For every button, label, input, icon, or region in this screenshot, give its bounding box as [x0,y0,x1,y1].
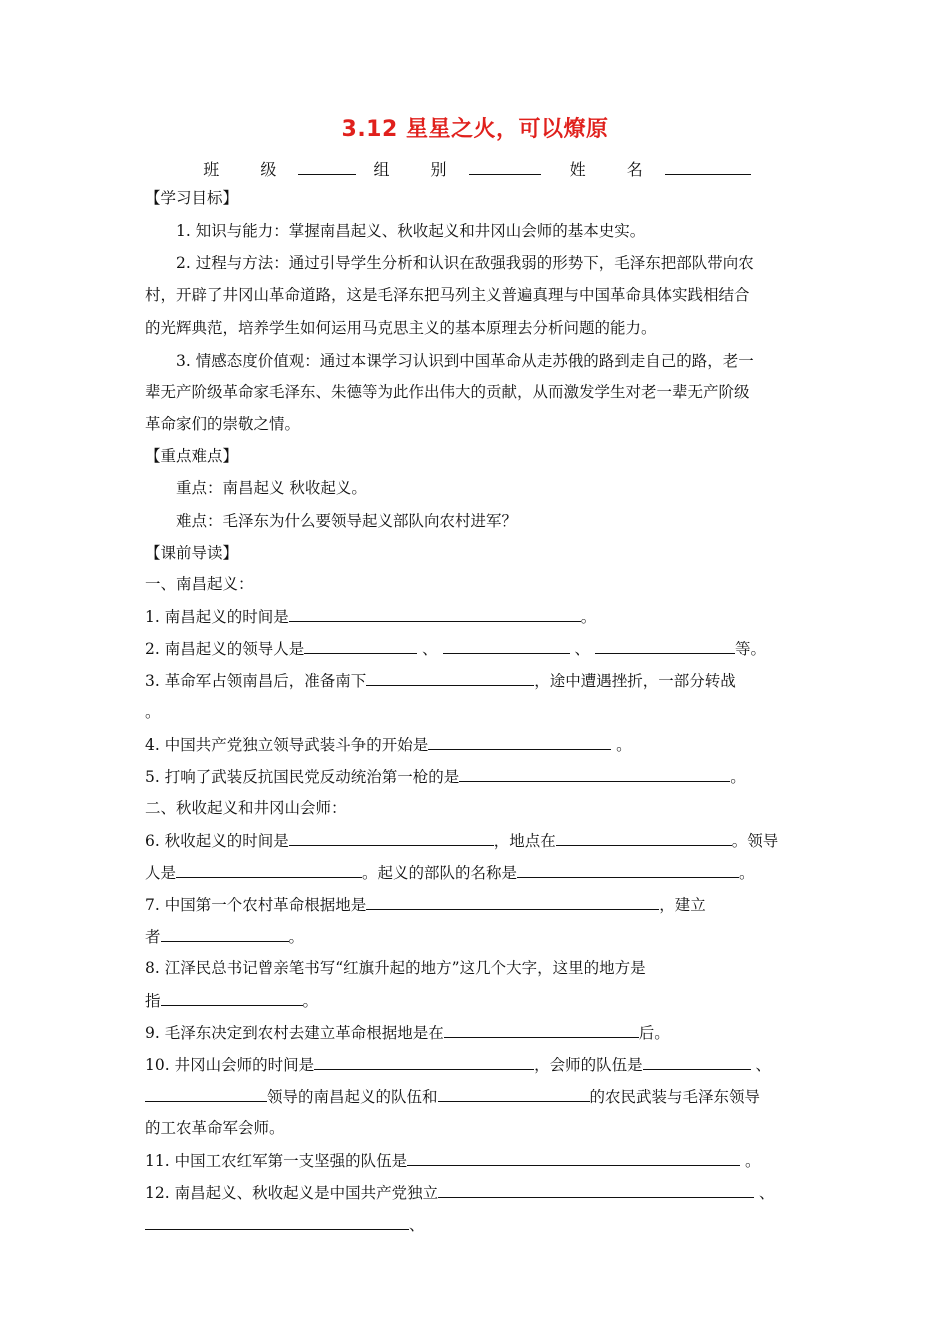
q1-text: 1. 南昌起义的时间是 [145,608,289,626]
q6-blank-leader[interactable] [176,862,362,878]
q2-blank-3[interactable] [595,638,735,654]
objective-1: 1. 知识与能力：掌握南昌起义、秋收起义和井冈山会师的基本史实。 [176,222,646,240]
group-blank[interactable] [469,159,541,175]
q10-blank-leader[interactable] [145,1086,267,1102]
q6-text-4: 人是 [145,864,177,882]
q11-text: 11. 中国工农红军第一支坚强的队伍是 [145,1152,408,1170]
key-difficulty: 难点：毛泽东为什么要领导起义部队向农村进军？ [176,512,518,530]
q10-blank-team-2[interactable] [438,1086,590,1102]
name-blank[interactable] [665,159,751,175]
class-label: 班 级 [203,160,295,179]
q8-blank[interactable] [161,990,303,1006]
q11-end: 。 [745,1152,761,1170]
q12-text: 12. 南昌起义、秋收起义是中国共产党独立 [145,1184,439,1202]
question-7-cont [145,926,810,947]
question-10-cont-2: 的工农革命军会师。 [145,1119,285,1137]
question-5 [145,766,810,787]
question-12-cont [145,1214,810,1235]
name-label: 姓 名 [569,160,661,179]
objective-2-line-1: 2. 过程与方法：通过引导学生分析和认识在敌强我弱的形势下，毛泽东把部队带向农 [176,254,754,272]
question-2 [145,638,810,659]
q5-blank[interactable] [459,766,730,782]
q10-sep: 、 [755,1056,772,1074]
q2-text: 2. 南昌起义的领导人是 [145,640,305,658]
question-6 [145,830,810,851]
q6-text-5: 。起义的部队的名称是 [362,864,518,882]
question-3-cont: 。 [145,703,161,721]
question-9 [145,1022,810,1043]
objective-2-line-3: 的光辉典范，培养学生如何运用马克思主义的基本原理去分析问题的能力。 [145,319,657,337]
q6-blank-place[interactable] [556,830,732,846]
question-7 [145,894,810,915]
q6-blank-time[interactable] [289,830,494,846]
q8-text-2: 指 [145,992,161,1010]
student-info-row [0,157,950,180]
objective-3-line-1: 3. 情感态度价值观：通过本课学习认识到中国革命从走苏俄的路到走自己的路，老一 [176,352,754,370]
q11-blank[interactable] [407,1150,740,1166]
objective-3-line-3: 革命家们的崇敬之情。 [145,415,301,433]
q4-blank[interactable] [428,734,611,750]
section-1-heading: 一、南昌起义： [145,575,254,593]
q12-sep: 、 [759,1184,775,1202]
q9-text: 9. 毛泽东决定到农村去建立革命根据地是在 [145,1024,444,1042]
q6-text-2: ，地点在 [493,832,556,850]
q12-blank-2[interactable] [145,1214,409,1230]
q7-text-3: 者 [145,928,161,946]
q7-text: 7. 中国第一个农村革命根据地是 [145,896,367,914]
q10-text: 10. 井冈山会师的时间是 [145,1056,315,1074]
q2-end: 等。 [735,640,767,658]
question-3 [145,670,810,691]
q8-end: 。 [302,992,319,1010]
question-12 [145,1182,810,1203]
question-4 [145,734,810,755]
q2-sep-2: 、 [574,640,591,658]
key-heading: 【重点难点】 [145,447,239,465]
q1-blank[interactable] [289,606,581,622]
q3-text: 3. 革命军占领南昌后，准备南下 [145,672,367,690]
guide-heading: 【课前导读】 [145,544,239,562]
q6-end: 。 [739,864,755,882]
q7-text-2: ，建立 [659,896,706,914]
q2-blank-2[interactable] [443,638,570,654]
q10-text-3: 领导的南昌起义的队伍和 [267,1088,438,1106]
question-11 [145,1150,810,1171]
q10-text-2: ，会师的队伍是 [534,1056,643,1074]
question-8-cont [145,990,810,1011]
q12-blank-1[interactable] [438,1182,754,1198]
q5-text: 5. 打响了武装反抗国民党反动统治第一枪的是 [145,768,460,786]
key-point: 重点：南昌起义 秋收起义。 [176,479,367,497]
question-10 [145,1054,810,1075]
q5-end: 。 [730,768,746,786]
q2-blank-1[interactable] [304,638,417,654]
group-label: 组 别 [373,160,465,179]
page-title: 3.12 星星之火，可以燎原 [341,117,609,142]
q12-sep-2: 、 [409,1216,425,1234]
q10-blank-time[interactable] [314,1054,534,1070]
q1-end: 。 [580,608,597,626]
class-blank[interactable] [298,159,356,175]
question-1 [145,606,810,627]
question-6-cont [145,862,810,883]
objective-2-line-2: 村，开辟了井冈山革命道路，这是毛泽东把马列主义普遍真理与中国革命具体实践相结合 [145,286,750,304]
q4-end: 。 [616,736,632,754]
section-2-heading: 二、秋收起义和井冈山会师： [145,799,347,817]
q3-blank[interactable] [366,670,534,686]
question-8: 8. 江泽民总书记曾亲笔书写“红旗升起的地方”这几个大字，这里的地方是 [145,959,646,977]
q6-blank-unit[interactable] [517,862,739,878]
q9-blank[interactable] [444,1022,639,1038]
q7-end: 。 [288,928,305,946]
objective-3-line-2: 辈无产阶级革命家毛泽东、朱德等为此作出伟大的贡献，从而激发学生对老一辈无产阶级 [145,383,750,401]
question-10-cont [145,1086,810,1107]
q6-text: 6. 秋收起义的时间是 [145,832,289,850]
q7-blank-base[interactable] [366,894,659,910]
q4-text: 4. 中国共产党独立领导武装斗争的开始是 [145,736,429,754]
q10-blank-team-1[interactable] [643,1054,751,1070]
q6-text-3: 。领导 [731,832,779,850]
q10-text-4: 的农民武装与毛泽东领导 [589,1088,761,1106]
q3-text-2: ，途中遭遇挫折，一部分转战 [534,672,736,690]
objectives-heading: 【学习目标】 [145,189,239,207]
q9-end: 后。 [638,1024,670,1042]
q2-sep-1: 、 [422,640,438,658]
q7-blank-founder[interactable] [161,926,289,942]
